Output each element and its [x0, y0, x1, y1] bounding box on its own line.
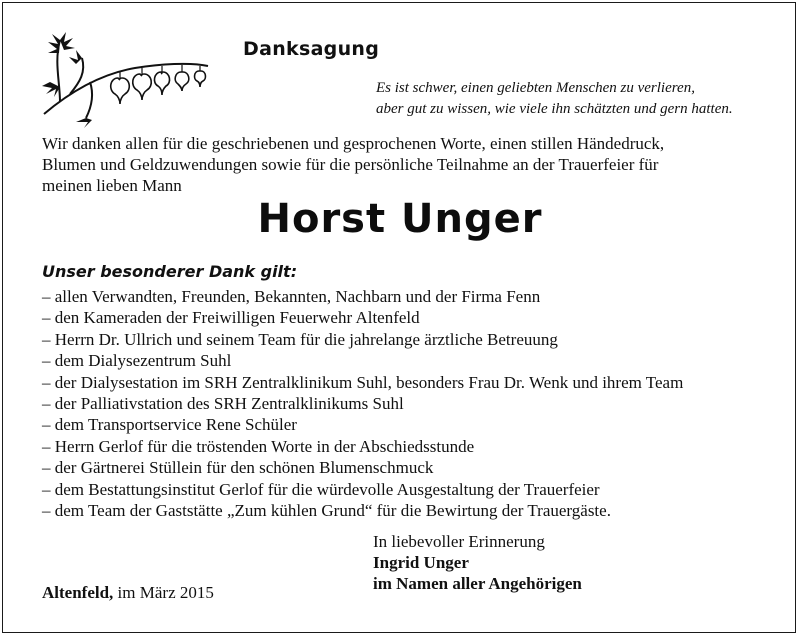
notice-heading: Danksagung — [243, 38, 380, 60]
list-item: – dem Dialysezentrum Suhl — [42, 351, 232, 371]
place-date-line — [42, 583, 214, 603]
place-name: Altenfeld, — [42, 583, 114, 602]
list-item: – der Dialysestation im SRH Zentralklinikum Suhl, besonders Frau Dr. Wenk und ihrem Team — [42, 372, 684, 392]
signer-name: Ingrid Unger — [373, 553, 469, 572]
deceased-name: Horst Unger — [257, 196, 543, 242]
list-item: – Herrn Dr. Ullrich und seinem Team für die jahrelange ärztliche Betreuung — [42, 329, 558, 349]
intro-line: Blumen und Geldzuwendungen sowie für die persönliche Teilnahme an der Trauerfeier für — [42, 155, 659, 174]
list-item: – Herrn Gerlof für die tröstenden Worte in der Abschiedsstunde — [42, 436, 475, 456]
thanks-subheading: Unser besonderer Dank gilt: — [42, 262, 298, 281]
list-item: – dem Transportservice Rene Schüler — [42, 415, 297, 435]
list-item: – allen Verwandten, Freunden, Bekannten, Nachbarn und der Firma Fenn — [42, 287, 541, 306]
list-item: – den Kameraden der Freiwilligen Feuerwehr Altenfeld — [42, 308, 420, 328]
signer-note: im Namen aller Angehörigen — [373, 574, 582, 593]
quote-line: Es ist schwer, einen geliebten Menschen zu verlieren, — [376, 80, 695, 96]
intro-line: meinen lieben Mann — [42, 176, 182, 195]
date-text: im März 2015 — [117, 583, 214, 602]
thanks-list — [42, 286, 683, 521]
quote-line: aber gut zu wissen, wie viele ihn schätzten und gern hatten. — [376, 101, 733, 117]
list-item: – der Gärtnerei Stüllein für den schönen Blumenschmuck — [42, 458, 434, 478]
list-item: – der Palliativstation des SRH Zentralklinikums Suhl — [42, 394, 404, 414]
remembrance-line: In liebevoller Erinnerung — [373, 532, 545, 551]
list-item: – dem Bestattungsinstitut Gerlof für die würdevolle Ausgestaltung der Trauerfeier — [42, 479, 600, 499]
intro-line: Wir danken allen für die geschriebenen und gesprochenen Worte, einen stillen Händedruck, — [42, 134, 665, 153]
quote-block — [376, 78, 733, 120]
bleeding-heart-branch-icon — [30, 22, 220, 132]
intro-paragraph — [42, 133, 762, 196]
closing-block — [373, 531, 582, 594]
list-item: – dem Team der Gaststätte „Zum kühlen Grund“ für die Bewirtung der Trauergäste. — [42, 501, 611, 521]
